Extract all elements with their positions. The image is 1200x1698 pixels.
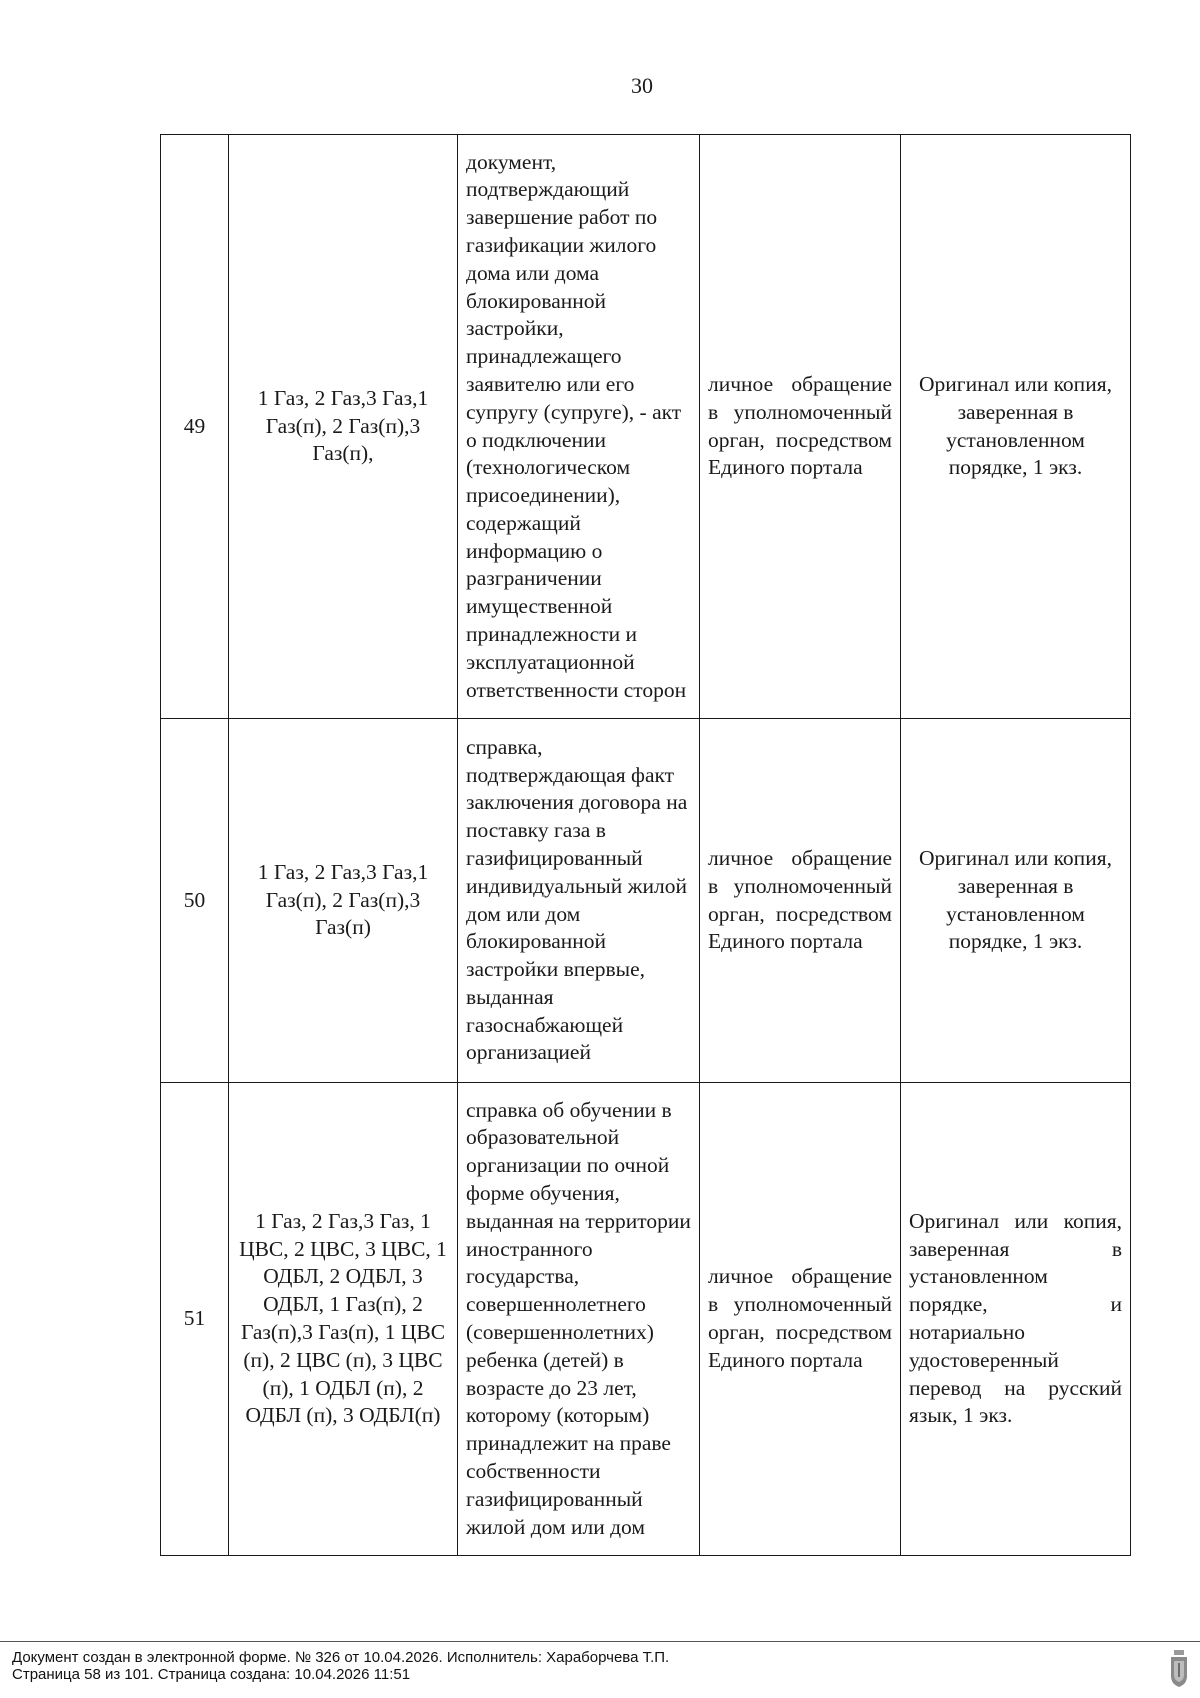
footer-line-page: Страница 58 из 101. Страница создана: 10.04.2026 11:51 [12,1666,411,1683]
table-row [161,1083,1131,1556]
footer-text [12,1649,669,1683]
coat-of-arms-icon [1168,1650,1190,1688]
category-cell: 1 Газ, 2 Газ,3 Газ,1 Газ(п), 2 Газ(п),3 Газ(п) [229,719,458,1083]
row-number: 49 [161,135,229,719]
method-cell: личное обращение в уполномоченный орган, посредством Единого портала [700,719,901,1083]
category-cell: 1 Газ, 2 Газ,3 Газ, 1 ЦВС, 2 ЦВС, 3 ЦВС, 1 ОДБЛ, 2 ОДБЛ, 3 ОДБЛ, 1 Газ(п), 2 Газ(п),3 Газ(п), 1 ЦВС (п), 2 ЦВС (п), 3 ЦВС (п), 1 ОДБЛ (п), 2 ОДБЛ (п), 3 ОДБЛ(п) [229,1083,458,1556]
row-number: 51 [161,1083,229,1556]
footer-line-document: Документ создан в электронной форме. № 326 от 10.04.2026. Исполнитель: Хараборчева Т.П. [12,1649,670,1666]
form-cell: Оригинал или копия, заверенная в установленном порядке, и нотариально удостоверенный перевод на русский язык, 1 экз. [901,1083,1131,1556]
documents-table [160,134,1131,1556]
table-row [161,719,1131,1083]
form-cell: Оригинал или копия, заверенная в установленном порядке, 1 экз. [901,135,1131,719]
category-cell: 1 Газ, 2 Газ,3 Газ,1 Газ(п), 2 Газ(п),3 Газ(п), [229,135,458,719]
document-cell: справка об обучении в образовательной организации по очной форме обучения, выданная на территории иностранного государства, совершеннолетнего (совершеннолетних) ребенка (детей) в возрасте до 23 лет, которому (которым) принадлежит на праве собственности газифицированный жилой дом или дом [458,1083,700,1556]
row-number: 50 [161,719,229,1083]
table-row [161,135,1131,719]
method-cell: личное обращение в уполномоченный орган, посредством Единого портала [700,1083,901,1556]
document-cell: документ, подтверждающий завершение работ по газификации жилого дома или дома блокированной застройки, принадлежащего заявителю или его супругу (супруге), - акт о подключении (технологическом присоединении), содержащий информацию о разграничении имущественной принадлежности и эксплуатационной ответственности сторон [458,135,700,719]
form-cell: Оригинал или копия, заверенная в установленном порядке, 1 экз. [901,719,1131,1083]
page-number: 30 [631,73,653,98]
document-footer [0,1641,1200,1683]
method-cell: личное обращение в уполномоченный орган, посредством Единого портала [700,135,901,719]
document-cell: справка, подтверждающая факт заключения договора на поставку газа в газифицированный индивидуальный жилой дом или дом блокированной застройки впервые, выданная газоснабжающей организацией [458,719,700,1083]
